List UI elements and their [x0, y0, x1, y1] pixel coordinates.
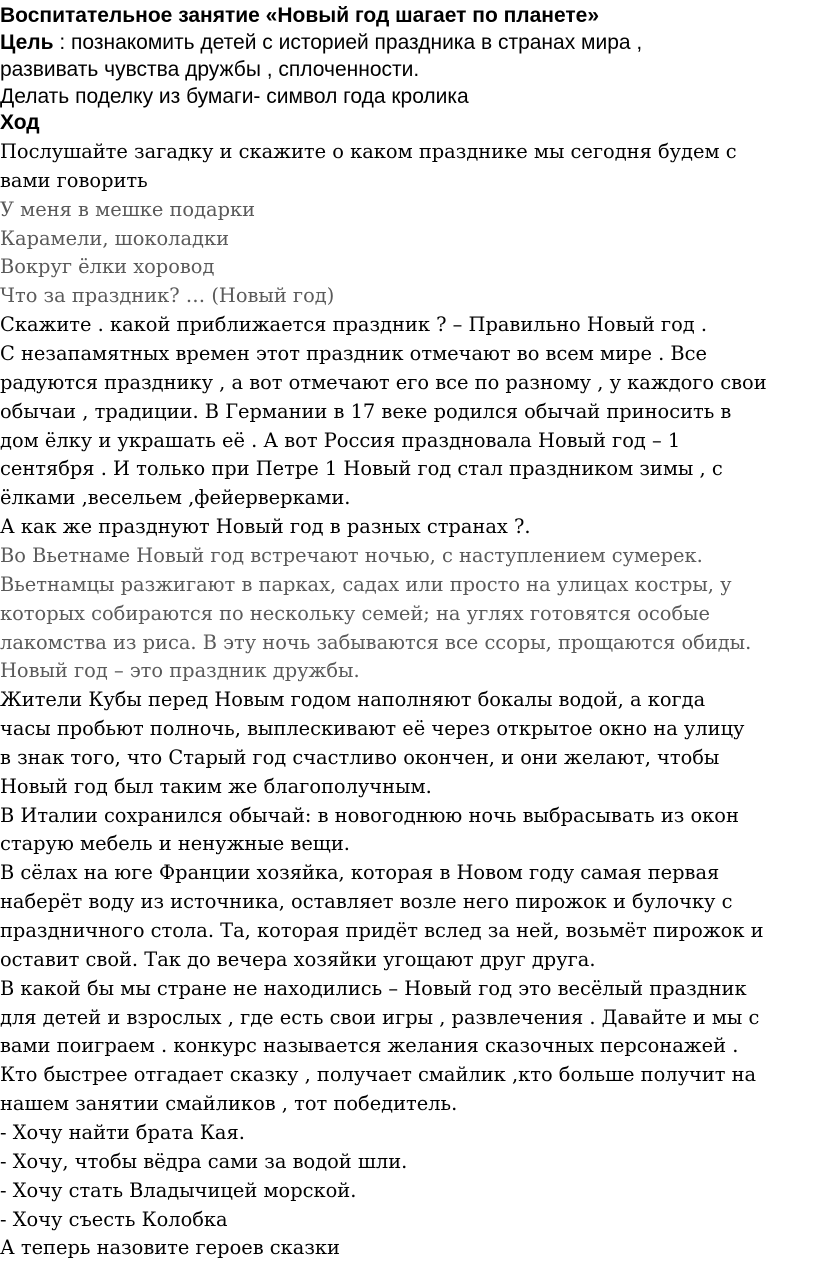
- body-line: Вокруг ёлки хоровод: [0, 255, 215, 279]
- body-line: Новый год был таким же благополучным.: [0, 774, 432, 798]
- body-line: которых собираются по нескольку семей; на углях готовятся особые: [0, 601, 711, 625]
- body-line: Что за праздник? … (Новый год): [0, 284, 335, 308]
- body-line: наберёт воду из источника, оставляет возле него пирожок и булочку с: [0, 890, 733, 914]
- body-line: нашем занятии смайликов , тот победитель.: [0, 1092, 458, 1116]
- body-line: сентября . И только при Петре 1 Новый год стал праздником зимы , с: [0, 457, 723, 481]
- body-line: Новый год – это праздник дружбы.: [0, 659, 360, 683]
- body-line: - Хочу стать Владычицей морской.: [0, 1178, 357, 1202]
- body-line: А как же празднуют Новый год в разных странах ?.: [0, 515, 531, 538]
- body-line: Вьетнамцы разжигают в парках, садах или просто на улицах костры, у: [0, 572, 732, 596]
- body-line: вами поиграем . конкурс называется желания сказочных персонажей .: [0, 1034, 739, 1058]
- body-line: лакомства из риса. В эту ночь забываются все ссоры, прощаются обиды.: [0, 630, 752, 654]
- goal-label: Цель: [0, 31, 54, 54]
- goal-text: : познакомить детей с историей праздника в странах мира ,: [53, 31, 643, 54]
- body-line: радуются празднику , а вот отмечают его все по разному , у каждого свои: [0, 370, 767, 394]
- body-line: вами говорить: [0, 168, 148, 192]
- body-line: оставит свой. Так до вечера хозяйки угощают друг друга.: [0, 947, 596, 971]
- body-line: праздничного стола. Та, которая придёт вслед за ней, возьмёт пирожок и: [0, 919, 764, 942]
- body-line: старую мебель и ненужные вещи.: [0, 832, 350, 856]
- body-line: - Хочу найти брата Кая.: [0, 1120, 245, 1144]
- body-line: ёлками ,весельем ,фейерверками.: [0, 486, 351, 510]
- body-line: В какой бы мы стране не находились – Новый год это весёлый праздник: [0, 976, 747, 1000]
- body-line: Жители Кубы перед Новым годом наполняют бокалы водой, а когда: [0, 688, 706, 712]
- body-line: Скажите . какой приближается праздник ? – Правильно Новый год .: [0, 313, 708, 337]
- craft-line: Делать поделку из бумаги- символ года кролика: [0, 85, 469, 108]
- body-line: Кто быстрее отгадает сказку , получает смайлик ,кто больше получит на: [0, 1063, 757, 1087]
- body-line: У меня в мешке подарки: [0, 197, 256, 221]
- body-line: часы пробьют полночь, выплескивают её через открытое окно на улицу: [0, 717, 745, 740]
- body-line: А теперь назовите героев сказки: [0, 1236, 340, 1260]
- body-line: обычаи , традиции. В Германии в 17 веке родился обычай приносить в: [0, 399, 732, 423]
- body-line: С незапамятных времен этот праздник отмечают во всем мире . Все: [0, 342, 708, 365]
- body-line: дом ёлку и украшать её . А вот Россия праздновала Новый год – 1: [0, 428, 681, 452]
- body-line: Карамели, шоколадки: [0, 226, 230, 250]
- body-line: в знак того, что Старый год счастливо окончен, и они желают, чтобы: [0, 745, 720, 769]
- body-line: для детей и взрослых , где есть свои игры , развлечения . Давайте и мы с: [0, 1005, 760, 1029]
- body-line: В сёлах на юге Франции хозяйка, которая в Новом году самая первая: [0, 861, 720, 885]
- goal-line-1: [0, 30, 642, 55]
- body-line: Во Вьетнаме Новый год встречают ночью, с наступлением сумерек.: [0, 543, 703, 567]
- goal-line-2: развивать чувства дружбы , сплоченности.: [0, 58, 420, 81]
- body-line: В Италии сохранился обычай: в новогоднюю ночь выбрасывать из окон: [0, 803, 739, 827]
- progress-heading: Ход: [0, 111, 40, 134]
- body-line: - Хочу съесть Колобка: [0, 1207, 228, 1231]
- body-line: Послушайте загадку и скажите о каком празднике мы сегодня будем с: [0, 140, 737, 163]
- body-line: - Хочу, чтобы вёдра сами за водой шли.: [0, 1149, 408, 1173]
- page-title: Воспитательное занятие «Новый год шагает по планете»: [0, 4, 600, 27]
